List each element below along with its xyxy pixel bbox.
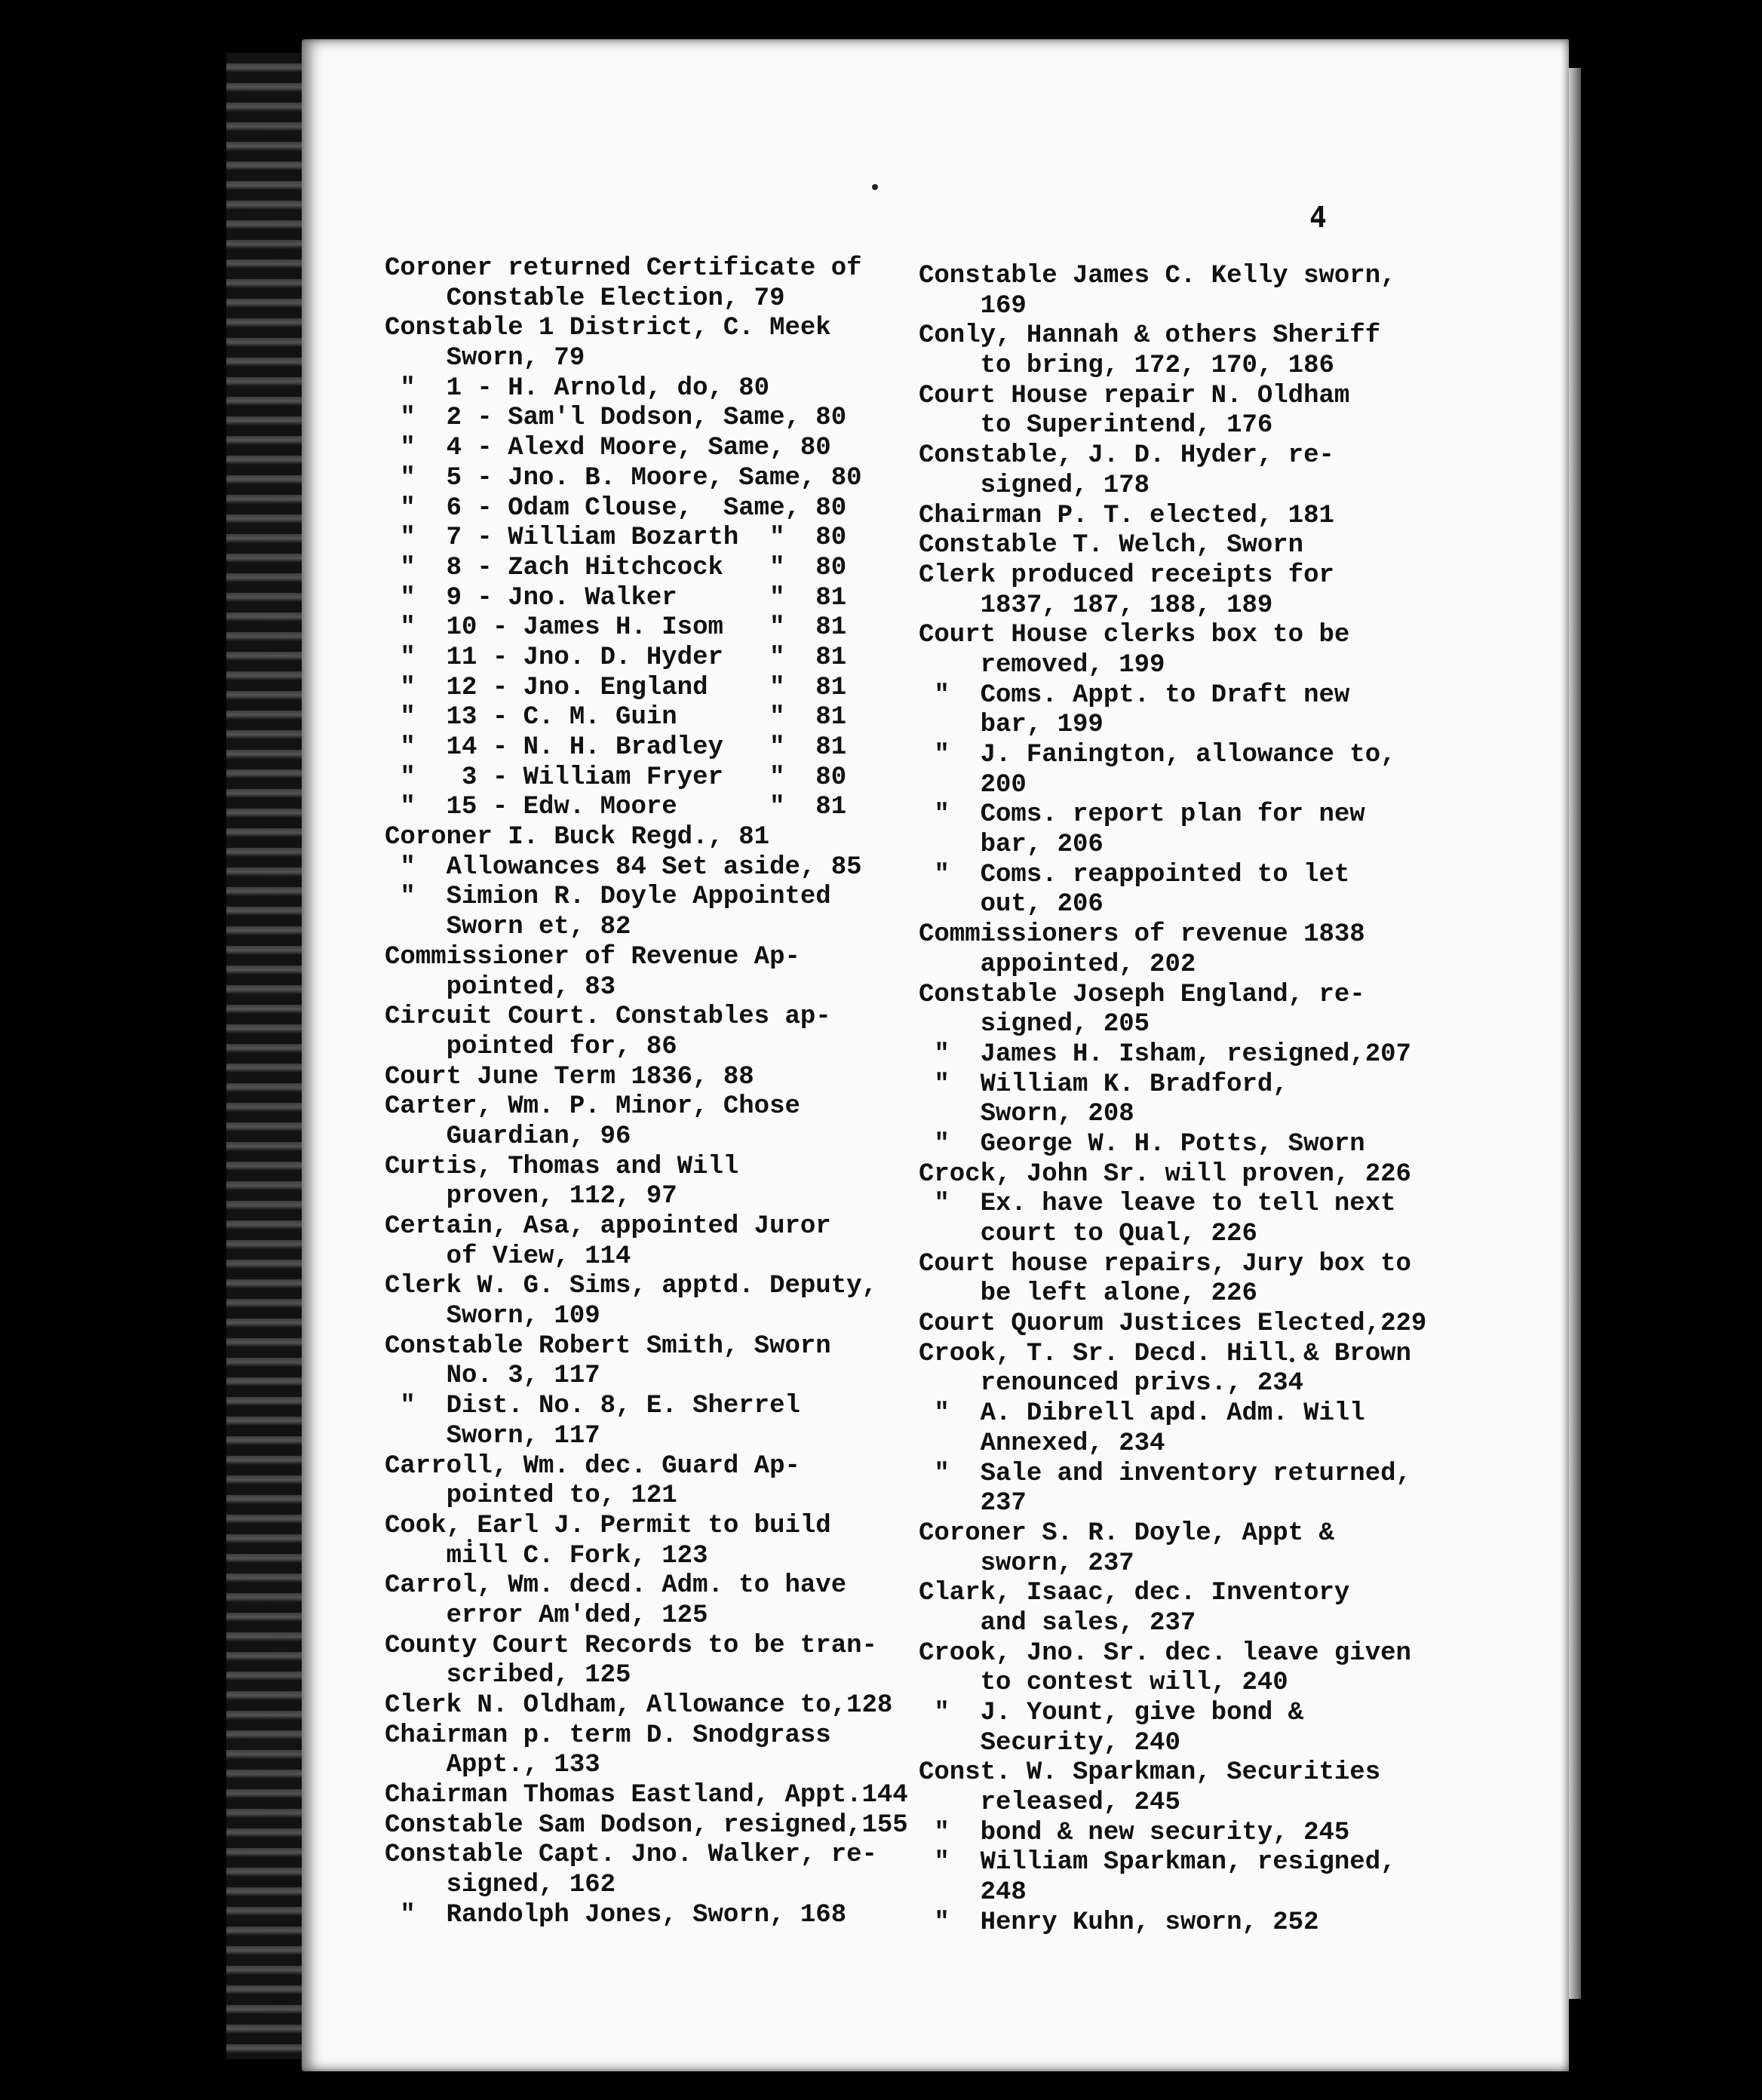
index-entry-line: Carter, Wm. P. Minor, Chose [385, 1092, 800, 1122]
index-column-right [919, 262, 1427, 1939]
index-entry-line: of View, 114 [385, 1242, 631, 1271]
index-entry-line: Coroner S. R. Doyle, Appt & [919, 1518, 1334, 1548]
index-entry-line: " 12 - Jno. England " 81 [385, 673, 847, 702]
index-entry-line: mill C. Fork, 123 [385, 1541, 708, 1570]
index-entry-line: Conly, Hannah & others Sheriff [919, 321, 1381, 351]
index-entry-line: " 10 - James H. Isom " 81 [385, 613, 847, 643]
index-entry-line: Constable Robert Smith, Sworn [385, 1331, 831, 1361]
index-entry-line: Constable James C. Kelly sworn, [919, 262, 1396, 290]
index-entry-line: " 3 - William Fryer " 80 [385, 763, 847, 792]
index-entry-line: signed, 205 [919, 1010, 1150, 1039]
index-entry-line: Sworn, 117 [385, 1421, 600, 1451]
index-entry-line: Court Quorum Justices Elected,229 [919, 1309, 1427, 1339]
index-entry-line: bar, 199 [919, 711, 1104, 740]
index-entry-line: Guardian, 96 [385, 1122, 631, 1151]
index-entry-line: " 7 - William Bozarth " 80 [385, 523, 847, 553]
index-entry-line: renounced privs., 234 [919, 1369, 1304, 1398]
index-entry-line: Sworn et, 82 [385, 913, 631, 942]
index-entry-line: Court house repairs, Jury box to [919, 1249, 1411, 1279]
index-entry-line: Crook, Jno. Sr. dec. leave given [919, 1638, 1411, 1668]
index-entry-line: Court June Term 1836, 88 [385, 1062, 754, 1091]
index-entry-line: " 6 - Odam Clouse, Same, 80 [385, 493, 847, 523]
index-entry-line: Curtis, Thomas and Will [385, 1152, 739, 1181]
index-entry-line: sworn, 237 [919, 1549, 1134, 1578]
index-entry-line: be left alone, 226 [919, 1279, 1257, 1309]
index-entry-line: to Superintend, 176 [919, 411, 1273, 441]
index-entry-line: " Coms. report plan for new [919, 800, 1365, 830]
index-entry-line: to bring, 172, 170, 186 [919, 352, 1334, 381]
index-entry-line: pointed, 83 [385, 972, 616, 1002]
scan-speck [872, 184, 878, 190]
index-entry-line: Clerk W. G. Sims, apptd. Deputy, [385, 1272, 877, 1301]
index-entry-line: " Henry Kuhn, sworn, 252 [919, 1908, 1319, 1937]
index-entry-line: " 13 - C. M. Guin " 81 [385, 703, 847, 732]
index-entry-line: " Sale and inventory returned, [919, 1459, 1411, 1488]
index-entry-line: " William Sparkman, resigned, [919, 1848, 1396, 1877]
index-entry-line: " Randolph Jones, Sworn, 168 [385, 1900, 847, 1930]
index-entry-line: Crook, T. Sr. Decd. Hill & Brown [919, 1339, 1411, 1368]
index-entry-line: Chairman Thomas Eastland, Appt.144 [385, 1781, 908, 1810]
index-column-left [385, 254, 908, 1931]
index-entry-line: 237 [919, 1489, 1027, 1518]
index-entry-line: County Court Records to be tran- [385, 1631, 877, 1660]
index-entry-line: " A. Dibrell apd. Adm. Will [919, 1399, 1365, 1429]
page-edge-shadow [1569, 68, 1581, 1999]
index-entry-line: court to Qual, 226 [919, 1220, 1257, 1248]
index-entry-line: Clerk N. Oldham, Allowance to,128 [385, 1691, 893, 1720]
index-entry-line: " bond & new security, 245 [919, 1818, 1350, 1847]
index-entry-line: Const. W. Sparkman, Securities [919, 1758, 1381, 1788]
index-entry-line: Constable, J. D. Hyder, re- [919, 441, 1334, 471]
index-entry-line: " J. Fanington, allowance to, [919, 741, 1396, 769]
index-entry-line: Sworn, 79 [385, 344, 585, 373]
index-entry-line: Coroner I. Buck Regd., 81 [385, 823, 770, 852]
index-entry-line: pointed to, 121 [385, 1481, 677, 1511]
index-entry-line: signed, 178 [919, 471, 1150, 500]
index-entry-line: 200 [919, 770, 1027, 800]
index-entry-line: Constable Capt. Jno. Walker, re- [385, 1841, 877, 1870]
index-entry-line: released, 245 [919, 1788, 1180, 1818]
index-entry-line: 1837, 187, 188, 189 [919, 591, 1273, 620]
index-entry-line: " 15 - Edw. Moore " 81 [385, 793, 847, 822]
index-entry-line: " Allowances 84 Set aside, 85 [385, 852, 862, 882]
index-entry-line: Constable 1 District, C. Meek [385, 314, 831, 343]
index-entry-line: Chairman p. term D. Snodgrass [385, 1721, 831, 1750]
index-entry-line: " 11 - Jno. D. Hyder " 81 [385, 643, 847, 672]
index-entry-line: 169 [919, 291, 1027, 321]
index-entry-line: " J. Yount, give bond & [919, 1699, 1304, 1727]
index-entry-line: pointed for, 86 [385, 1032, 677, 1061]
index-entry-line: error Am'ded, 125 [385, 1601, 708, 1630]
index-entry-line: to contest will, 240 [919, 1669, 1288, 1698]
index-entry-line: Carrol, Wm. decd. Adm. to have [385, 1571, 847, 1601]
index-entry-line: bar, 206 [919, 830, 1104, 860]
index-entry-line: Certain, Asa, appointed Juror [385, 1212, 831, 1241]
index-entry-line: " Ex. have leave to tell next [919, 1190, 1396, 1219]
index-entry-line: Carroll, Wm. dec. Guard Ap- [385, 1451, 800, 1481]
index-entry-line: " 9 - Jno. Walker " 81 [385, 583, 847, 612]
index-entry-line: " 1 - H. Arnold, do, 80 [385, 373, 770, 403]
index-entry-line: Court House repair N. Oldham [919, 381, 1350, 410]
page-number: 4 [1309, 201, 1327, 234]
index-entry-line: Constable Sam Dodson, resigned,155 [385, 1810, 908, 1840]
index-entry-line: Sworn, 208 [919, 1100, 1134, 1129]
index-entry-line: 248 [919, 1878, 1027, 1908]
index-entry-line: appointed, 202 [919, 950, 1196, 979]
index-entry-line: Commissioners of revenue 1838 [919, 920, 1365, 950]
index-entry-line: Chairman P. T. elected, 181 [919, 501, 1334, 530]
index-entry-line: Sworn, 109 [385, 1302, 600, 1331]
index-entry-line: " James H. Isham, resigned,207 [919, 1039, 1411, 1069]
index-entry-line: Cook, Earl J. Permit to build [385, 1511, 831, 1540]
book-binding-edge [226, 53, 309, 2059]
index-entry-line: " George W. H. Potts, Sworn [919, 1129, 1365, 1159]
index-entry-line: " 8 - Zach Hitchcock " 80 [385, 553, 847, 582]
index-entry-line: " Coms. Appt. to Draft new [919, 680, 1350, 710]
index-entry-line: " William K. Bradford, [919, 1070, 1288, 1099]
index-entry-line: " 4 - Alexd Moore, Same, 80 [385, 434, 831, 463]
index-entry-line: Circuit Court. Constables ap- [385, 1002, 831, 1032]
index-entry-line: No. 3, 117 [385, 1362, 600, 1391]
index-entry-line: out, 206 [919, 890, 1104, 920]
index-entry-line: and sales, 237 [919, 1608, 1196, 1638]
index-entry-line: Constable Election, 79 [385, 284, 785, 313]
index-entry-line: Appt., 133 [385, 1751, 600, 1780]
index-entry-line: Clerk produced receipts for [919, 560, 1334, 590]
index-entry-line: Coroner returned Certificate of [385, 254, 862, 283]
index-entry-line: Crock, John Sr. will proven, 226 [919, 1159, 1411, 1189]
index-entry-line: Constable T. Welch, Sworn [919, 531, 1304, 560]
index-entry-line: Clark, Isaac, dec. Inventory [919, 1579, 1350, 1608]
index-entry-line: signed, 162 [385, 1871, 616, 1900]
index-entry-line: scribed, 125 [385, 1661, 631, 1690]
index-entry-line: Court House clerks box to be [919, 621, 1350, 650]
index-entry-line: Annexed, 234 [919, 1429, 1165, 1458]
index-entry-line: " 2 - Sam'l Dodson, Same, 80 [385, 404, 847, 433]
index-entry-line: Constable Joseph England, re- [919, 980, 1365, 1009]
index-entry-line: Commissioner of Revenue Ap- [385, 942, 800, 972]
index-entry-line: " Simion R. Doyle Appointed [385, 883, 831, 912]
index-entry-line: " Dist. No. 8, E. Sherrel [385, 1392, 800, 1421]
index-entry-line: Security, 240 [919, 1728, 1180, 1758]
index-entry-line: removed, 199 [919, 650, 1165, 680]
index-entry-line: " 14 - N. H. Bradley " 81 [385, 733, 847, 762]
index-entry-line: " Coms. reappointed to let [919, 860, 1350, 889]
index-entry-line: proven, 112, 97 [385, 1182, 677, 1211]
index-entry-line: " 5 - Jno. B. Moore, Same, 80 [385, 463, 862, 493]
